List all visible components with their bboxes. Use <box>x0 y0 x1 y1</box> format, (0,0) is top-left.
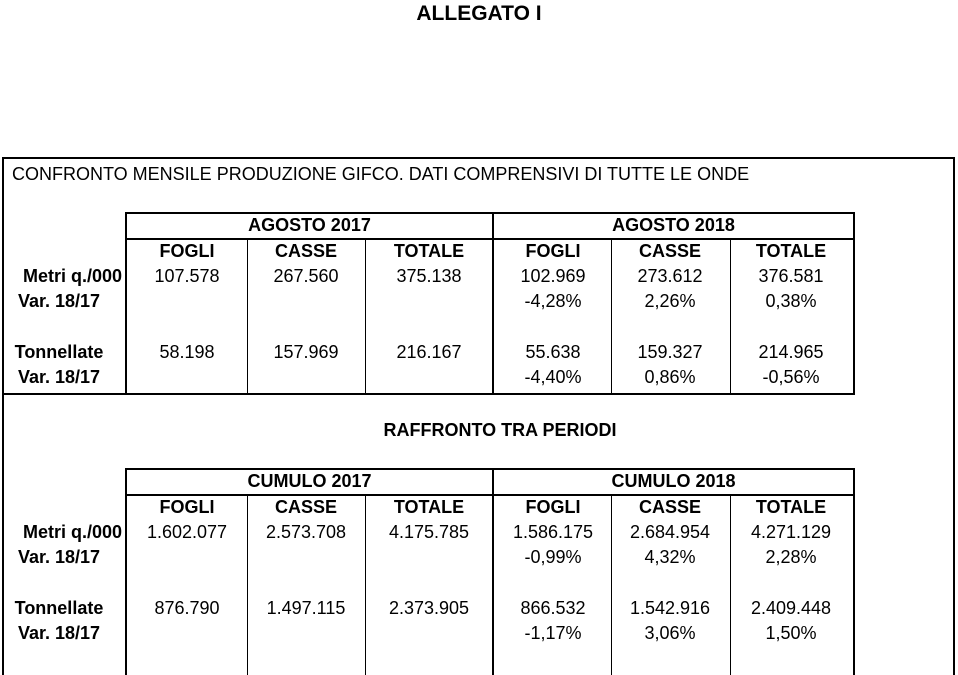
cumulative-metri-var-cell: -0,99% <box>524 547 582 567</box>
monthly-column-header: FOGLI <box>159 241 215 261</box>
monthly-tonnellate-var-cell: -0,56% <box>762 367 820 387</box>
cumulative-tonnellate-cell: 1.497.115 <box>266 598 346 618</box>
cumulative-row-label: Var. 18/17 <box>17 547 101 567</box>
monthly-metri-cell: 107.578 <box>154 266 220 286</box>
monthly-metri-cell: 273.612 <box>637 266 703 286</box>
cumulative-row-label: Metri q./000 <box>22 522 122 542</box>
cumulative-metri-cell: 1.602.077 <box>146 522 228 542</box>
monthly-row-label: Metri q./000 <box>22 266 122 286</box>
cumulative-metri-var-cell: 4,32% <box>644 547 696 567</box>
cumulative-column-header: TOTALE <box>755 497 827 517</box>
cumulative-metri-cell: 2.684.954 <box>629 522 711 542</box>
cumulative-column-header: TOTALE <box>393 497 465 517</box>
cumulative-tonnellate-cell: 876.790 <box>154 598 220 618</box>
monthly-column-header: TOTALE <box>393 241 465 261</box>
cumulative-tonnellate-cell: 1.542.916 <box>629 598 711 618</box>
cumulative-column-header: CASSE <box>638 497 701 517</box>
cumulative-tonnellate-var-cell: -1,17% <box>524 623 582 643</box>
monthly-row-label: Var. 18/17 <box>17 367 101 387</box>
monthly-group-b-header: AGOSTO 2018 <box>612 215 735 235</box>
monthly-col-rule <box>365 239 366 395</box>
monthly-column-header: CASSE <box>638 241 701 261</box>
monthly-metri-var-cell: 0,38% <box>765 291 817 311</box>
monthly-bottom-rule <box>2 393 855 395</box>
monthly-col-rule <box>247 239 248 395</box>
monthly-column-header: FOGLI <box>525 241 581 261</box>
monthly-column-header: TOTALE <box>755 241 827 261</box>
cumulative-tonnellate-cell: 2.409.448 <box>750 598 832 618</box>
monthly-tonnellate-cell: 159.327 <box>637 342 703 362</box>
monthly-metri-var-cell: -4,28% <box>524 291 582 311</box>
monthly-tonnellate-cell: 58.198 <box>159 342 215 362</box>
monthly-column-header: CASSE <box>274 241 337 261</box>
cumulative-tonnellate-var-cell: 3,06% <box>644 623 696 643</box>
cumulative-metri-cell: 4.175.785 <box>388 522 470 542</box>
monthly-group-rule <box>125 238 855 240</box>
monthly-metri-var-cell: 2,26% <box>644 291 696 311</box>
monthly-tonnellate-cell: 55.638 <box>525 342 581 362</box>
monthly-tonnellate-var-cell: 0,86% <box>644 367 696 387</box>
cumulative-tonnellate-var-cell: 1,50% <box>765 623 817 643</box>
monthly-top-rule <box>125 212 855 214</box>
monthly-tonnellate-var-cell: -4,40% <box>524 367 582 387</box>
cumulative-column-header: FOGLI <box>525 497 581 517</box>
monthly-row-label: Tonnellate <box>14 342 104 362</box>
cumulative-group-rule <box>125 494 855 496</box>
monthly-right-rule <box>853 212 855 395</box>
monthly-group-a-header: AGOSTO 2017 <box>248 215 371 235</box>
cumulative-metri-cell: 1.586.175 <box>512 522 594 542</box>
page-title: ALLEGATO I <box>416 2 542 25</box>
monthly-metri-cell: 376.581 <box>758 266 824 286</box>
cumulative-tonnellate-cell: 2.373.905 <box>388 598 470 618</box>
monthly-metri-cell: 375.138 <box>396 266 462 286</box>
cumulative-column-header: CASSE <box>274 497 337 517</box>
monthly-row-label: Var. 18/17 <box>17 291 101 311</box>
cumulative-group-a-header: CUMULO 2017 <box>247 471 372 491</box>
monthly-tonnellate-cell: 214.965 <box>758 342 824 362</box>
cumulative-group-b-header: CUMULO 2018 <box>611 471 736 491</box>
monthly-left-rule <box>125 212 127 395</box>
section-title-periods: RAFFRONTO TRA PERIODI <box>383 420 617 440</box>
monthly-metri-cell: 102.969 <box>520 266 586 286</box>
table-heading: CONFRONTO MENSILE PRODUZIONE GIFCO. DATI COMPRENSIVI DI TUTTE LE ONDE <box>12 164 750 184</box>
cumulative-metri-cell: 2.573.708 <box>265 522 347 542</box>
cumulative-right-rule <box>853 468 855 675</box>
cumulative-top-rule <box>125 468 855 470</box>
cumulative-metri-var-cell: 2,28% <box>765 547 817 567</box>
cumulative-row-label: Var. 18/17 <box>17 623 101 643</box>
cumulative-metri-cell: 4.271.129 <box>750 522 832 542</box>
cumulative-column-header: FOGLI <box>159 497 215 517</box>
cumulative-tonnellate-cell: 866.532 <box>520 598 586 618</box>
monthly-tonnellate-cell: 157.969 <box>273 342 339 362</box>
monthly-metri-cell: 267.560 <box>273 266 339 286</box>
cumulative-row-label: Tonnellate <box>14 598 104 618</box>
monthly-tonnellate-cell: 216.167 <box>396 342 462 362</box>
